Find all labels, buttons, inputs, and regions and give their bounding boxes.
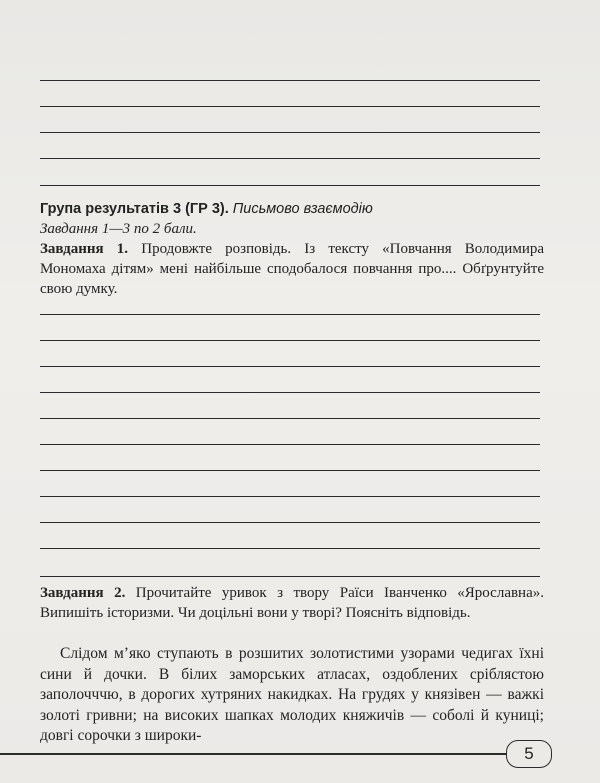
- task-2-label: Завдання 2.: [40, 585, 126, 601]
- answer-line: [40, 158, 540, 159]
- page-number: 5: [506, 740, 552, 768]
- answer-line: [40, 418, 540, 419]
- answer-line: [40, 314, 540, 315]
- page-number-line: [0, 753, 506, 755]
- answer-line: [40, 444, 540, 445]
- answer-line: [40, 132, 540, 133]
- points-note: Завдання 1—3 по 2 бали.: [40, 221, 197, 237]
- excerpt: Слідом м’яко ступають в розшитих золотистими узорами чедигах їхні сини й дочки. В білих заморських атласах, оздоблених сріблястою заполочччю, в дорогих хутряних накидках. На грудях у князівен — важкі золоті гривни; на високих шапках молодих княжичів — соболі й куниці; довгі сорочки з широки-: [40, 645, 544, 744]
- answer-line: [40, 496, 540, 497]
- answer-line: [40, 106, 540, 107]
- answer-line: [40, 548, 540, 549]
- group-heading-bold: Група результатів 3 (ГР 3).: [40, 201, 229, 217]
- answer-line: [40, 366, 540, 367]
- task-1-text: Продовжте розповідь. Із тексту «Повчання Володимира Мономаха дітям» мені найбільше сподобалося повчання про.... Обґрунтуйте свою думку.: [40, 241, 545, 297]
- answer-line: [40, 392, 540, 393]
- answer-line: [40, 522, 540, 523]
- answer-line: [40, 80, 540, 81]
- answer-line: [40, 340, 540, 341]
- answer-line: [40, 576, 540, 577]
- task-2-text: Прочитайте уривок з твору Раїси Іванченко «Ярославна». Випишіть історизми. Чи доцільні вони у творі? Поясніть відповідь.: [40, 585, 544, 621]
- answer-line: [40, 470, 540, 471]
- task-1-label: Завдання 1.: [40, 241, 129, 257]
- group-heading-italic: Письмово взаємодію: [232, 201, 373, 217]
- task-1: [40, 239, 544, 299]
- answer-line: [40, 185, 540, 186]
- group-heading: [40, 199, 544, 219]
- task-2: [40, 583, 544, 623]
